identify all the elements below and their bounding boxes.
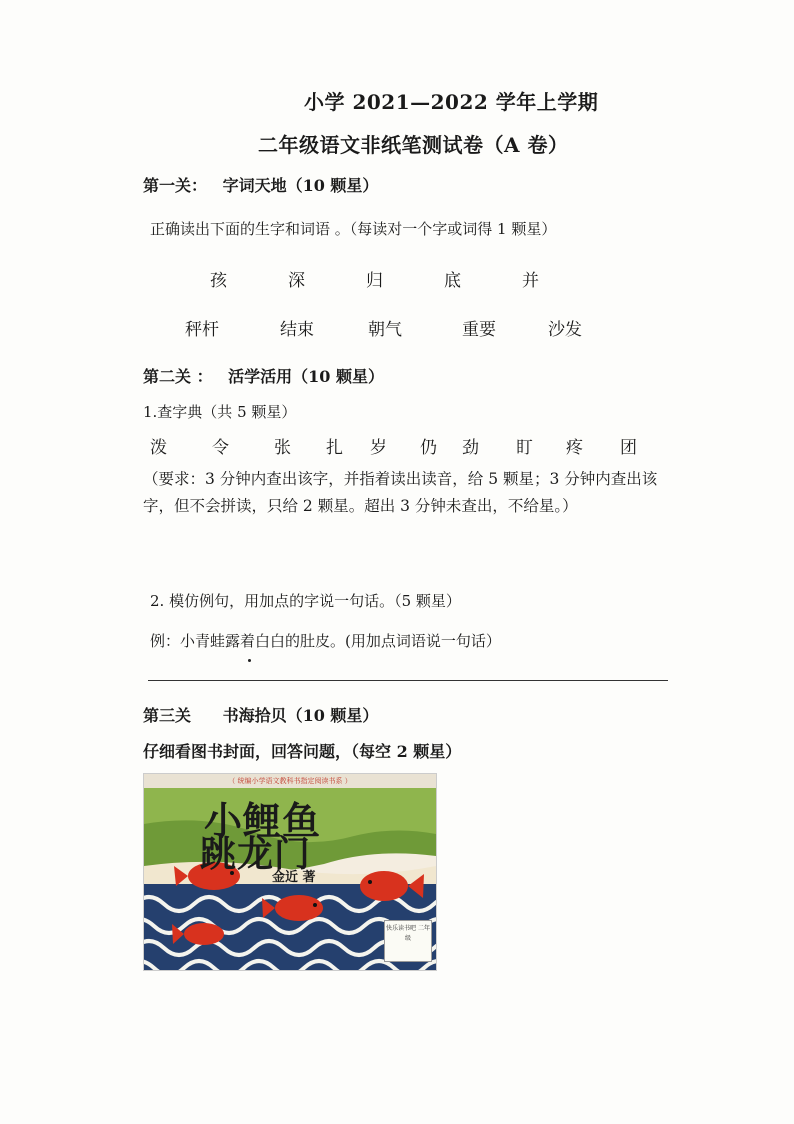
section1-heading [143,173,378,196]
dict-char: 扎 [326,438,343,458]
section3-title: 书海拾贝（10 颗星） [222,706,379,725]
exam-title-line1: 小学 2021—2022 学年上学期 [304,90,599,114]
book-title-line1: 小鲤鱼 [204,799,322,843]
dict-char: 盯 [516,438,533,458]
book-author: 金近 著 [272,870,316,885]
dict-char: 泼 [150,438,167,458]
book-title-line2: 跳龙门 [200,834,312,875]
section1-title: 字词天地（10 颗星） [222,176,379,195]
exam-title-line2: 二年级语文非纸笔测试卷（A 卷） [258,133,569,157]
carp-fish [184,923,224,945]
dict-char: 团 [620,438,637,458]
carp-fish [360,871,408,901]
series-banner: （ 统编小学语文教科书指定阅读书系 ） [144,774,436,788]
word-item: 结束 [280,320,314,340]
section3-label: 第三关 [143,706,192,725]
section1-instruction: 正确读出下面的生字和词语 。（每读对一个字或词得 1 颗星） [150,220,557,238]
book-cover-image [143,773,437,971]
dict-char: 张 [274,438,291,458]
char-item: 并 [522,271,539,291]
section2-heading [143,364,384,387]
reading-badge: 快乐读书吧 二年级 [384,920,432,962]
dict-char: 疼 [566,438,583,458]
q1-title: 1.查字典（共 5 颗星） [143,403,297,421]
section2-label: 第二关 ： [143,367,213,386]
word-item: 秤杆 [185,320,219,340]
section1-label: 第一关： [143,176,208,195]
word-item: 重要 [462,320,496,340]
carp-fish [275,895,323,921]
section3-instruction: 仔细看图书封面，回答问题，（每空 2 颗星） [143,742,462,761]
char-item: 深 [288,271,305,291]
section3-heading [143,703,378,726]
dict-char: 仍 [420,438,437,458]
char-item: 孩 [210,271,227,291]
dict-char: 令 [212,438,229,458]
word-item: 朝气 [368,320,402,340]
dict-char: 岁 [370,438,387,458]
q2-title: 2. 模仿例句，用加点的字说一句话。（5 颗星） [150,592,461,610]
char-item: 归 [366,271,383,291]
emphasis-dot [248,659,251,662]
q1-requirement-note: （要求：3 分钟内查出该字，并指着读出读音，给 5 颗星；3 分钟内查出该字，但不会拼读，只给 2 颗星。超出 3 分钟未查出，不给星。） [143,470,658,515]
section2-title: 活学活用（10 颗星） [228,367,384,386]
dict-char: 劲 [462,438,479,458]
char-item: 底 [444,271,461,291]
answer-line [148,680,668,681]
word-item: 沙发 [548,320,582,340]
q2-example: 例：小青蛙露着白白的肚皮。(用加点词语说一句话） [150,632,501,650]
